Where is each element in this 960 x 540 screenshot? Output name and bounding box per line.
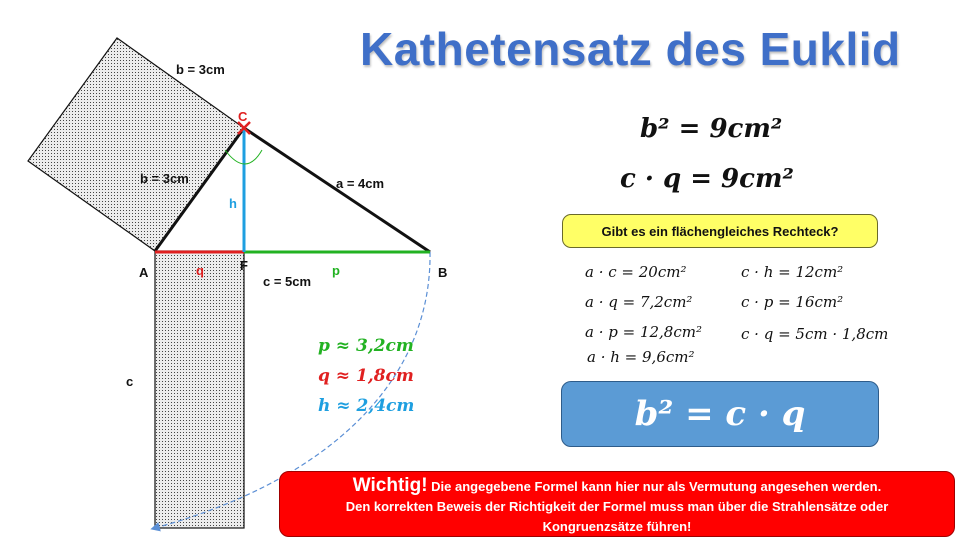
candidate-ch: c · h = 12cm² — [741, 263, 844, 281]
question-box: Gibt es ein flächengleiches Rechteck? — [562, 214, 878, 248]
label-q: q — [196, 263, 204, 278]
candidate-ac: a · c = 20cm² — [585, 263, 687, 281]
point-b-label: B — [438, 265, 448, 280]
label-c-rect: c — [126, 374, 134, 389]
warning-line-3: Kongruenzsätze führen! — [542, 519, 692, 534]
candidate-cq: c · q = 5cm · 1,8cm — [741, 325, 889, 343]
label-b-side: b = 3cm — [140, 171, 189, 186]
formula-b-squared: b² = 9cm² — [640, 114, 783, 144]
candidate-ap: a · p = 12,8cm² — [585, 323, 702, 341]
rectangle-cq — [155, 251, 244, 528]
label-c-side: c = 5cm — [263, 274, 312, 289]
result-box: b² = c · q — [561, 381, 879, 447]
point-f-label: F — [240, 258, 248, 273]
page-title: Kathetensatz des Euklid — [360, 23, 901, 75]
label-h: h — [229, 196, 237, 211]
approx-h: h ≈ 2,4cm — [318, 396, 415, 416]
approx-q: q ≈ 1,8cm — [318, 366, 414, 386]
point-a-label: A — [139, 265, 149, 280]
formula-c-times-q: c · q = 9cm² — [620, 164, 794, 194]
warning-text-1: Die angegebene Formel kann hier nur als Vermutung angesehen werden. — [427, 479, 882, 494]
warning-line-2: Den korrekten Beweis der Richtigkeit der Formel muss man über die Strahlensätze oder — [345, 499, 889, 514]
label-b-square: b = 3cm — [176, 62, 225, 77]
label-p: p — [332, 263, 340, 278]
candidate-cp: c · p = 16cm² — [741, 293, 844, 311]
candidate-aq: a · q = 7,2cm² — [585, 293, 693, 311]
approx-p: p ≈ 3,2cm — [318, 336, 414, 356]
label-a-side: a = 4cm — [336, 176, 385, 191]
candidate-ah: a · h = 9,6cm² — [587, 348, 695, 366]
warning-box — [279, 471, 955, 537]
warning-lead: Wichtig! — [352, 475, 428, 496]
warning-line-1 — [280, 476, 954, 497]
point-c-label: C — [238, 109, 248, 124]
